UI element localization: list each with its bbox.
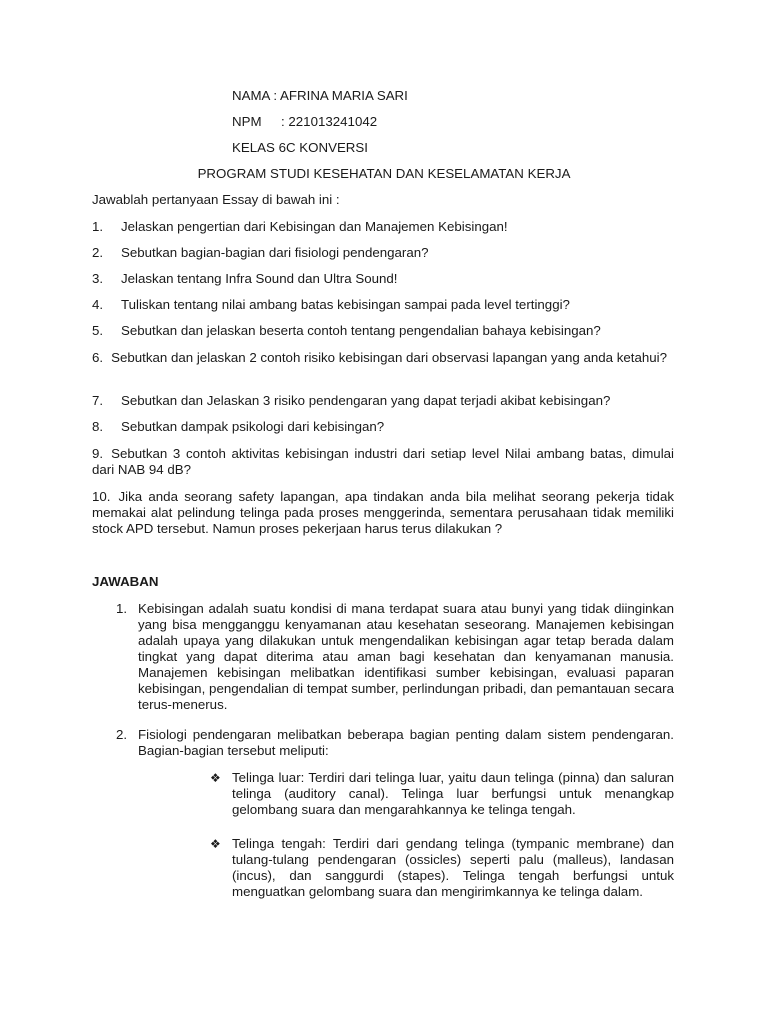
question-text: Sebutkan dampak psikologi dari kebisingan? [121,419,385,434]
question-text: Sebutkan dan jelaskan beserta contoh tentang pengendalian bahaya kebisingan? [121,323,601,338]
bullet-item [210,770,674,818]
question-number: 4. [92,297,104,312]
question-item [92,350,674,366]
question-item [92,219,674,235]
diamond-bullet-icon: ❖ [210,771,221,785]
question-item [92,393,674,409]
answer-item [116,727,674,759]
answer-number: 1. [116,601,128,616]
question-number: 7. [92,393,104,408]
question-number: 8. [92,419,104,434]
bullet-text: Telinga tengah: Terdiri dari gendang telinga (tympanic membrane) dan tulang-tulang pendengaran (ossicles) seperti palu (malleus), landasan (incus), dan sanggurdi (stapes). Telinga tengah berfungsi untuk menguatkan gelombang suara dan mengirimkannya ke telinga dalam. [232,836,674,899]
answers-heading: JAWABAN [92,574,159,589]
question-text: Jika anda seorang safety lapangan, apa tindakan anda bila melihat seorang pekerja tidak memakai alat pelindung telinga pada proses menggerinda, sementara perusahaan tidak memiliki stock APD tersebut. Namun proses pekerjaan harus terus dilakukan ? [92,489,674,536]
question-text: Sebutkan dan jelaskan 2 contoh risiko kebisingan dari observasi lapangan yang anda ketahui? [111,350,667,365]
question-number: 6. [92,350,104,365]
question-number: 9. [92,446,104,461]
bullet-item [210,836,674,900]
student-class: KELAS 6C KONVERSI [232,140,368,155]
student-npm [232,114,377,130]
question-text: Jelaskan tentang Infra Sound dan Ultra Sound! [121,271,398,286]
question-item [92,271,674,287]
question-item [92,297,674,313]
question-text: Tuliskan tentang nilai ambang batas kebisingan sampai pada level tertinggi? [121,297,570,312]
question-item [92,446,674,478]
answer-text: Kebisingan adalah suatu kondisi di mana terdapat suara atau bunyi yang tidak diinginkan yang bisa mengganggu kenyamanan atau kesehatan seseorang. Manajemen kebisingan adalah upaya yang dilakukan untuk mengendalikan kebisingan agar tetap berada dalam tingkat yang dapat diterima atau aman bagi kesehatan dan kenyamanan manusia. Manajemen kebisingan melibatkan identifikasi sumber kebisingan, evaluasi paparan kebisingan, pengendalian di tempat sumber, perlindungan pribadi, dan pemantauan secara terus-menerus. [138,601,674,712]
question-item [92,419,674,435]
question-number: 5. [92,323,104,338]
answer-text: Fisiologi pendengaran melibatkan beberapa bagian penting dalam sistem pendengaran. Bagian-bagian tersebut meliputi: [138,727,674,758]
question-number: 3. [92,271,104,286]
student-name: NAMA : AFRINA MARIA SARI [232,88,408,103]
npm-label: NPM [232,114,262,129]
answer-number: 2. [116,727,128,742]
answer-item [116,601,674,713]
question-text: Sebutkan 3 contoh aktivitas kebisingan industri dari setiap level Nilai ambang batas, dimulai dari NAB 94 dB? [92,446,674,477]
npm-value: : 221013241042 [281,114,378,129]
question-number: 10. [92,489,111,504]
question-item [92,323,674,339]
question-text: Sebutkan dan Jelaskan 3 risiko pendengaran yang dapat terjadi akibat kebisingan? [121,393,611,408]
program-title: PROGRAM STUDI KESEHATAN DAN KESELAMATAN KERJA [197,166,571,181]
diamond-bullet-icon: ❖ [210,837,221,851]
question-text: Jelaskan pengertian dari Kebisingan dan Manajemen Kebisingan! [121,219,508,234]
question-number: 1. [92,219,104,234]
question-text: Sebutkan bagian-bagian dari fisiologi pendengaran? [121,245,429,260]
intro-text: Jawablah pertanyaan Essay di bawah ini : [92,192,340,207]
question-item [92,245,674,261]
bullet-text: Telinga luar: Terdiri dari telinga luar, yaitu daun telinga (pinna) dan saluran telinga (auditory canal). Telinga luar berfungsi untuk menangkap gelombang suara dan mengarahkannya ke telinga tengah. [232,770,674,817]
question-number: 2. [92,245,104,260]
question-item [92,489,674,537]
